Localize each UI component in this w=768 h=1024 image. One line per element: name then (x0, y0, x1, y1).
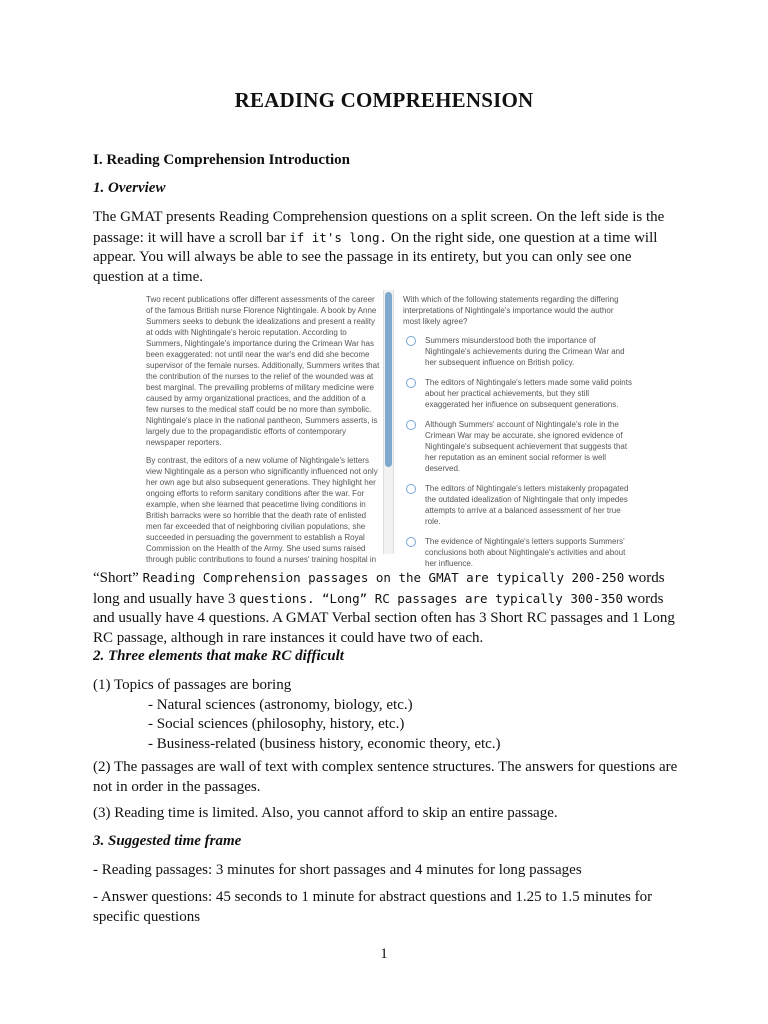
passage-paragraph-2: By contrast, the editors of a new volume of Nightingale's letters view Nightingale as a person who significantly influenced not only her own age but also subsequent generations. They highlight her ongoing efforts to reform sanitary conditions after the war. For example, when she learned that peacetime living conditions in British barracks were so horrible that the death rate of enlisted men far exceeded that of neighboring civilian populations, she succeeded in persuading the government to establish a Royal Commission on the Health of the Army. She used sums raised through public contributions to found a nurses' training hospital in (146, 456, 378, 564)
short-long-text-c: words long and usually have 3 (93, 570, 665, 607)
timeframe-line-2: - Answer questions: 45 seconds to 1 minute for abstract questions and 1.25 to 1.5 minutes for specific questions (93, 889, 653, 925)
scrollbar-thumb[interactable] (385, 292, 392, 467)
answer-option[interactable] (403, 483, 633, 527)
short-long-text-d: questions. “Long” RC passages are typically 300-350 (239, 590, 624, 606)
subheading-overview: 1. Overview (93, 180, 166, 196)
radio-button-icon[interactable] (406, 537, 416, 547)
subheading-timeframe: 3. Suggested time frame (93, 833, 242, 849)
overview-text-a: The GMAT presents Reading Comprehension questions on a split screen. On the left side is the passage: it will have a scroll bar (93, 209, 665, 246)
answer-option-text: The evidence of Nightingale's letters supports Summers' conclusions both about Nightingale's activities and about her influence. (425, 537, 626, 568)
passage-paragraph-1: Two recent publications offer different assessments of the career of the famous British nurse Florence Nightingale. A book by Anne Summers seeks to debunk the idealizations and present a reality at odds with Nightingale's heroic reputation. According to Summers, Nightingale's importance during the Crimean War has been exaggerated: not until near the war's end did she become supervisor of the female nurses. Additionally, Summers writes that the contribution of the nurses to the relief of the wounded was at best marginal. The prevailing problems of military medicine were caused by army organizational practices, and the addition of a few nurses to the medical staff could be no more than symbolic. Nightingale's place in the national pantheon, Summers asserts, is largely due to the propagandistic efforts of contemporary newspaper reporters. (146, 295, 380, 447)
passage-scrollbar[interactable] (383, 290, 394, 554)
answer-option[interactable] (403, 335, 633, 368)
difficult-subitem: - Natural sciences (astronomy, biology, etc.) (148, 696, 413, 713)
gmat-screenshot (140, 288, 637, 568)
answer-option-text: The editors of Nightingale's letters made some valid points about her practical achievements, but they still exaggerated her influence on subsequent generations. (425, 378, 632, 409)
difficult-item-1: (1) Topics of passages are boring (93, 677, 292, 693)
answer-option-text: Although Summers' account of Nightingale's role in the Crimean War may be accurate, she ignored evidence of Nightingale's subsequent achievement that suggests that her reputation as an eminent social reformer is well deserved. (425, 420, 628, 473)
answer-option[interactable] (403, 419, 633, 474)
question-pane (403, 294, 633, 578)
radio-button-icon[interactable] (406, 484, 416, 494)
difficult-subitem: - Business-related (business history, economic theory, etc.) (148, 735, 501, 752)
difficult-subitem: - Social sciences (philosophy, history, etc.) (148, 716, 405, 732)
subheading-difficult: 2. Three elements that make RC difficult (93, 648, 344, 664)
answer-option[interactable] (403, 377, 633, 410)
passage-pane (146, 294, 380, 572)
radio-button-icon[interactable] (406, 378, 416, 388)
page-title: READING COMPREHENSION (234, 88, 534, 112)
overview-text-mono: if it's long. (289, 229, 388, 245)
answer-option[interactable] (403, 536, 633, 569)
radio-button-icon[interactable] (406, 420, 416, 430)
short-long-text-b: Reading Comprehension passages on the GMAT are typically 200-250 (142, 570, 625, 585)
difficult-item-3: (3) Reading time is limited. Also, you cannot afford to skip an entire passage. (93, 805, 558, 821)
timeframe-line-1: - Reading passages: 3 minutes for short passages and 4 minutes for long passages (93, 862, 582, 878)
difficult-list (93, 676, 683, 754)
short-long-text-e: words and usually have 4 questions. A GMAT Verbal section often has 3 Short RC passages and 1 Long RC passage, although in rare instances it could have two of each. (93, 590, 675, 646)
overview-paragraph (93, 208, 683, 287)
answer-option-text: The editors of Nightingale's letters mistakenly propagated the outdated idealization of Nightingale that only impedes attempts to arrive at a balanced assessment of her true role. (425, 484, 629, 526)
question-stem: With which of the following statements regarding the differing interpretations of Nightingale's importance would the author most likely agree? (403, 295, 619, 326)
short-long-text-a: “Short” (93, 570, 143, 586)
difficult-item-2: (2) The passages are wall of text with complex sentence structures. The answers for questions are not in order in the passages. (93, 759, 678, 795)
overview-text-b: On the right side, one question at a time will appear. You will always be able to see the passage in its entirety, but you can only see one question at a time. (93, 229, 658, 285)
answer-option-text: Summers misunderstood both the importance of Nightingale's achievements during the Crimean War and her subsequent influence on British policy. (425, 336, 625, 367)
radio-button-icon[interactable] (406, 336, 416, 346)
page-number: 1 (380, 946, 388, 962)
section-heading-intro: I. Reading Comprehension Introduction (93, 152, 350, 168)
short-long-paragraph (93, 568, 683, 648)
